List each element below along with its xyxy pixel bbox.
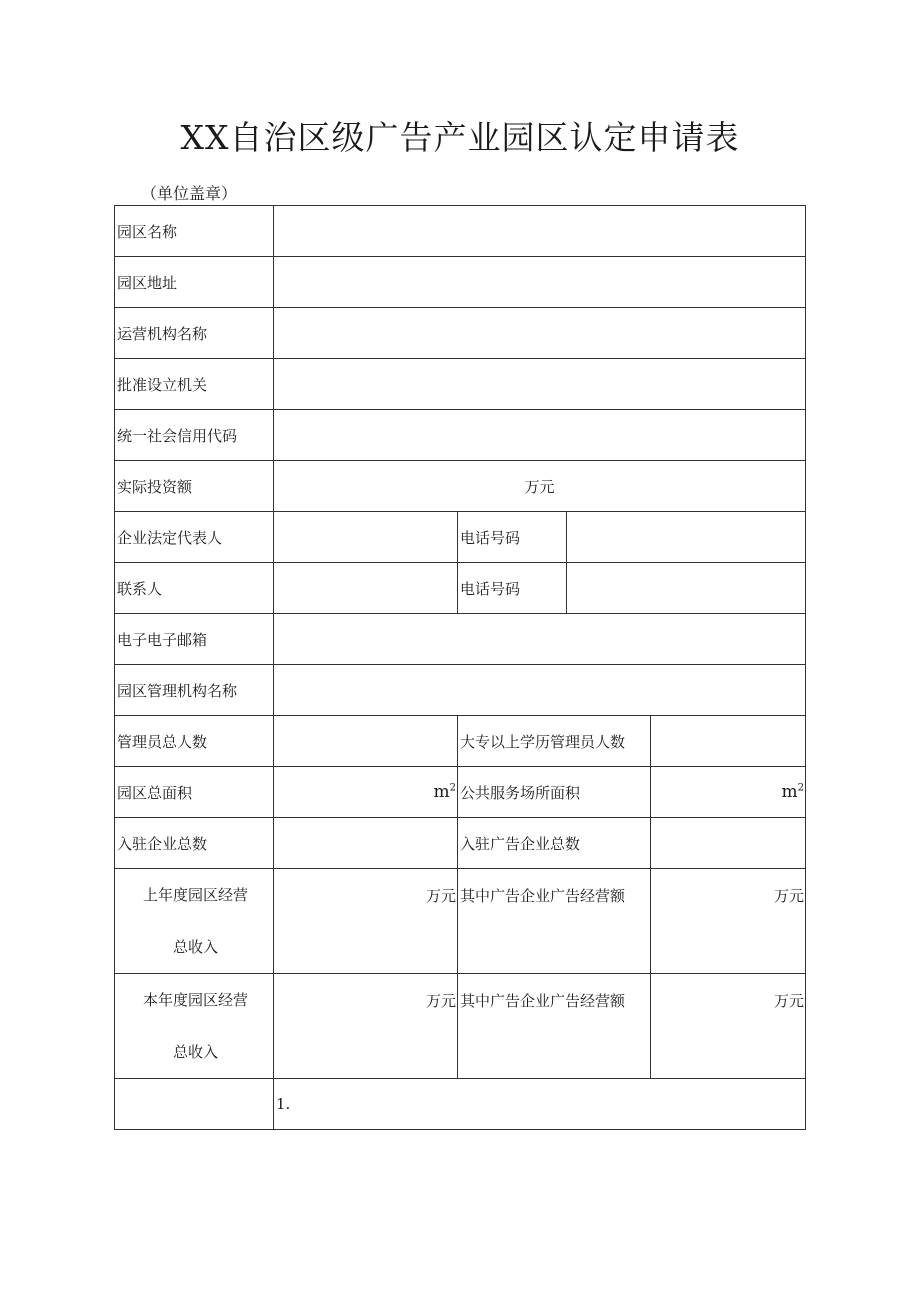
label-email: 电子电子邮箱	[115, 614, 274, 665]
field-total-staff[interactable]	[274, 716, 458, 767]
label-list-blank	[115, 1079, 274, 1130]
label-park-address: 园区地址	[115, 257, 274, 308]
field-operator-name[interactable]	[274, 308, 806, 359]
list-item-1: 1.	[276, 1095, 291, 1113]
field-enterprises-total[interactable]	[274, 818, 458, 869]
label-legal-rep: 企业法定代表人	[115, 512, 274, 563]
field-credit-code[interactable]	[274, 410, 806, 461]
row-actual-investment	[115, 461, 806, 512]
label-this-year-ad-revenue: 其中广告企业广告经营额	[458, 974, 651, 1079]
stamp-note: （单位盖章）	[141, 184, 238, 203]
field-park-address[interactable]	[274, 257, 806, 308]
label-last-year-ad-revenue: 其中广告企业广告经营额	[458, 869, 651, 974]
label-approval-authority: 批准设立机关	[115, 359, 274, 410]
row-contact-person	[115, 563, 806, 614]
field-legal-rep-phone[interactable]	[567, 512, 806, 563]
row-enterprises	[115, 818, 806, 869]
row-this-year-revenue	[115, 974, 806, 1079]
label-mgmt-org: 园区管理机构名称	[115, 665, 274, 716]
row-legal-rep	[115, 512, 806, 563]
label-this-year-revenue: 本年度园区经营 总收入	[115, 974, 274, 1079]
field-contact-phone[interactable]	[567, 563, 806, 614]
form-title: XX自治区级广告产业园区认定申请表	[180, 118, 740, 157]
label-college-staff: 大专以上学历管理员人数	[458, 716, 651, 767]
area-unit: $m^2$	[781, 782, 804, 802]
field-total-area[interactable]	[274, 767, 458, 818]
row-credit-code	[115, 410, 806, 461]
row-operator-name	[115, 308, 806, 359]
label-public-area: 公共服务场所面积	[458, 767, 651, 818]
row-list	[115, 1079, 806, 1130]
field-mgmt-org[interactable]	[274, 665, 806, 716]
row-park-address	[115, 257, 806, 308]
field-legal-rep[interactable]	[274, 512, 458, 563]
area-unit: $m^2$	[433, 782, 456, 802]
label-actual-investment: 实际投资额	[115, 461, 274, 512]
money-unit: 万元	[773, 992, 804, 1010]
field-approval-authority[interactable]	[274, 359, 806, 410]
label-contact-phone: 电话号码	[458, 563, 567, 614]
field-last-year-ad-revenue[interactable]	[651, 869, 806, 974]
label-ad-enterprises-total: 入驻广告企业总数	[458, 818, 651, 869]
row-email	[115, 614, 806, 665]
label-legal-rep-phone: 电话号码	[458, 512, 567, 563]
field-list[interactable]	[274, 1079, 806, 1130]
field-email[interactable]	[274, 614, 806, 665]
field-this-year-revenue[interactable]	[274, 974, 458, 1079]
label-total-staff: 管理员总人数	[115, 716, 274, 767]
row-park-name	[115, 206, 806, 257]
investment-unit: 万元	[524, 477, 555, 496]
label-contact-person: 联系人	[115, 563, 274, 614]
row-staff	[115, 716, 806, 767]
label-last-year-revenue: 上年度园区经营 总收入	[115, 869, 274, 974]
label-enterprises-total: 入驻企业总数	[115, 818, 274, 869]
row-mgmt-org	[115, 665, 806, 716]
money-unit: 万元	[773, 887, 804, 905]
application-form-table	[114, 205, 806, 1130]
field-contact-person[interactable]	[274, 563, 458, 614]
field-ad-enterprises-total[interactable]	[651, 818, 806, 869]
field-park-name[interactable]	[274, 206, 806, 257]
row-approval-authority	[115, 359, 806, 410]
field-actual-investment[interactable]	[274, 461, 806, 512]
row-last-year-revenue	[115, 869, 806, 974]
label-total-area: 园区总面积	[115, 767, 274, 818]
field-public-area[interactable]	[651, 767, 806, 818]
label-park-name: 园区名称	[115, 206, 274, 257]
field-this-year-ad-revenue[interactable]	[651, 974, 806, 1079]
field-college-staff[interactable]	[651, 716, 806, 767]
money-unit: 万元	[425, 887, 456, 905]
money-unit: 万元	[425, 992, 456, 1010]
field-last-year-revenue[interactable]	[274, 869, 458, 974]
label-credit-code: 统一社会信用代码	[115, 410, 274, 461]
label-operator-name: 运营机构名称	[115, 308, 274, 359]
row-area	[115, 767, 806, 818]
